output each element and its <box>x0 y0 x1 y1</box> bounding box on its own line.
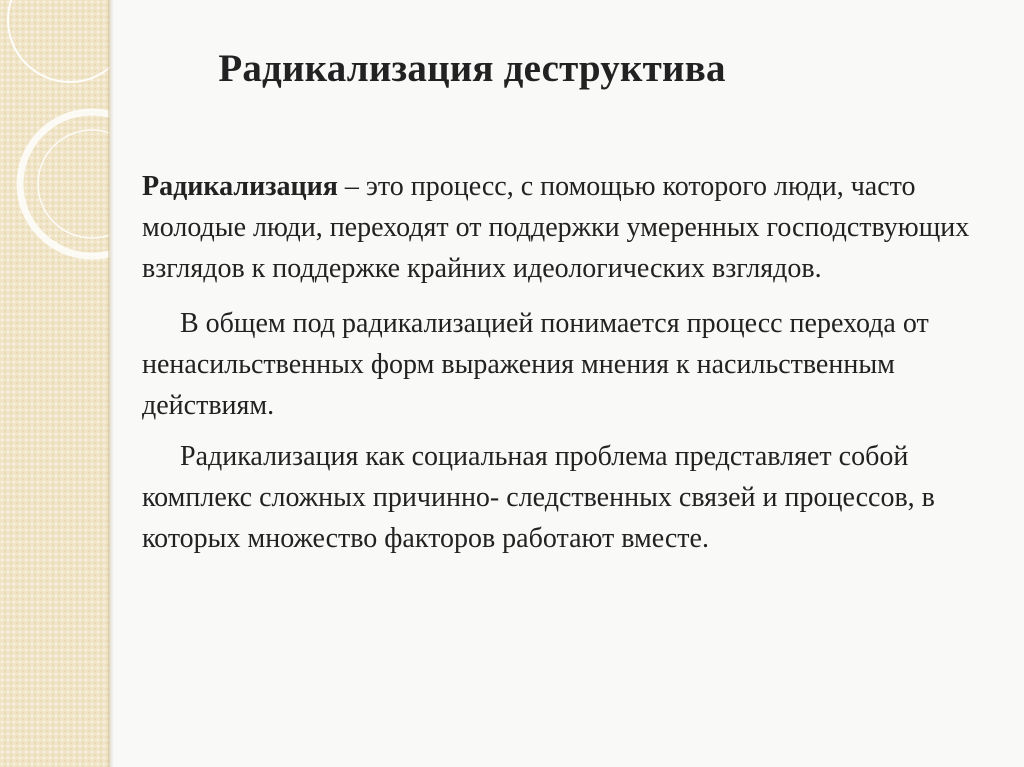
slide-content <box>142 166 1002 559</box>
decorative-circles <box>0 0 110 767</box>
definition-paragraph <box>142 166 1002 289</box>
definition-text: – это процесс, с помощью которого люди, часто молодые люди, переходят от поддержки умеренных господствующих взглядов к поддержке крайних идеологических взглядов. <box>142 171 970 284</box>
general-meaning-paragraph: В общем под радикализацией понимается процесс перехода от ненасильственных форм выражения мнения к насильственным действиям. <box>142 308 929 421</box>
slide-title: Радикализация деструктива <box>218 47 726 90</box>
definition-term: Радикализация <box>142 171 338 202</box>
decorative-side-band <box>0 0 110 767</box>
social-problem-paragraph: Радикализация как социальная проблема представляет собой комплекс сложных причинно- следственных связей и процессов, в которых множество факторов работают вместе. <box>142 441 935 554</box>
side-band-edge <box>108 0 114 767</box>
